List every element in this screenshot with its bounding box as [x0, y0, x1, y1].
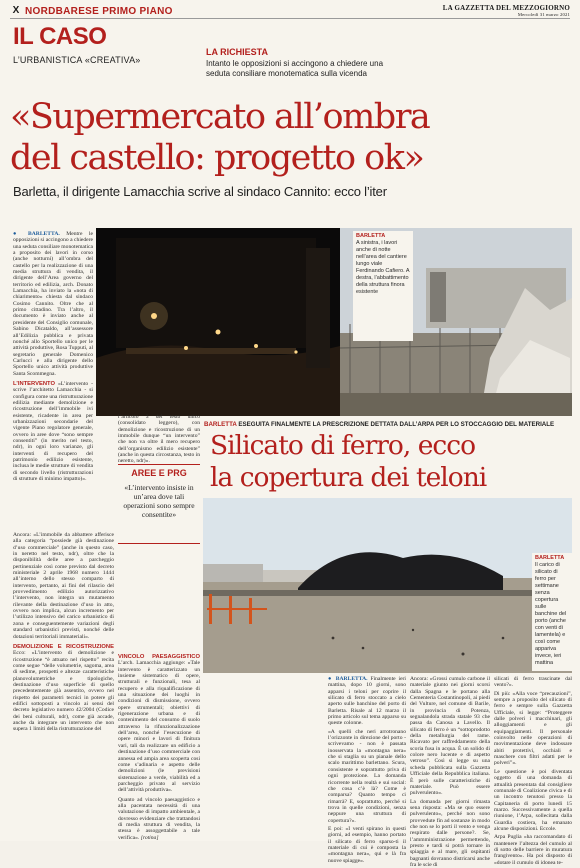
article2-p2: «A quelli che neri arrotronano l’orizzonte in direzione del porto - scrivevamo - non è passata inosservata la «montagna nera» che si staglia su un pianale dello scalo marittimo barlettano. Scura, consistente e soprattutto priva di ogni protezione. La domanda ricorrente nella realtà e sui social: che cosa c’è là? Come è comparsa? Quanto tempo ci rimarrà? E, soprattutto, perché si trova in quelle condizioni, senza neppure una struttura di copertura?».: [328, 728, 406, 824]
article1-p4: Ecco: «L’intervento di demolizione e ricostruzione “è attuato nel rispetto” recita come segue “delle volumetrie, sagoma, area di sedime, prospetti e altezze caratteristiche planovolumetriche e tipologiche, destinazione d’uso superficie di quello precedentemente già assentito, ovvero nel rispetto dei parametri tecnici in potere gli edifici sottoposti a vincolo ai sensi del decreto legislativo numero 42/2004 (Codice dei beni culturali, ndr), come già accade, anche da integrare un intervento che non supera 1 limiti della ristrutturazione del: [13, 650, 114, 733]
article2-strap: [204, 421, 572, 428]
richiesta-text: Intanto le opposizioni si accingono a chiedere una seduta consiliare monotematica sulla vicenda: [206, 59, 384, 78]
main-headline-line2: del castello: progetto ok»: [10, 138, 424, 178]
article2-p7: Di più: «Alla voce “precauzioni”, sempre a proposito del silicato di ferro e sempre sulla Gazzetta Ufficiale, si legge: “Proteggere dalle polveri i macchinari, gli alloggiamenti e gli equipaggiamenti. Il personale coinvolto nelle operazioni di movimentazione deve indossare abiti protettivi, occhiali e maschere con filtri adatti per le polveri”».: [494, 690, 572, 767]
article2-p3: E poi: «I venti spirano in questi giorni, ad esempio, hanno portato il silicato di ferro sparso-ti il materiale di cui è composta la «montagna nera», qui e là fra nuove spiagge».: [328, 825, 406, 864]
caption2-label: BARLETTA: [535, 555, 565, 561]
main-headline: [10, 97, 570, 179]
article2-col3: [494, 676, 572, 866]
article1-h-intervento: L’INTERVENTO: [13, 380, 55, 387]
article2-strap-label: BARLETTA: [204, 421, 237, 428]
article1-col1: [13, 231, 93, 531]
article1-signature: [rotina]: [140, 834, 159, 841]
masthead-date: Mercoledì 31 marzo 2021: [517, 12, 570, 17]
article1-p6: L’arch. Lamacchia aggiunge: «Tale intervento è caratterizzato un insieme sistematico di opere, strutturali e funzionali, tesa al recupero e alla riqualificazione di una situazione dei luoghi in condizioni di dismissione, ovvero opere strumentali; obiettivi di rigenerazione urbana e di contenimento del consumo di suolo attraverso la rifunzionalizzazione dell’area, nonché l’esecuzione di opere minori e lavori di finitura vari, tali da realizzare un edificio a destinazione d’uso commerciale con annessa ed ampia area scoperta cosi come s’adinaria e aspetto delle demolizioni (le previsioni sistemazione a verde, viabilità ed a parcheggio privato al servizio dell’attività produttiva».: [118, 660, 200, 794]
article2-p8: Le questione è poi diventata oggetto di una domanda di attualità presentata dal consigliere comunale di Coalizione civica e di un incontro tenutosi presso la Capitaneria di porto lunedì 15 marzo. Successivamente a quella riunione, l’Arpa, sollecitata dalla Guardia costiera, ha emanato alcune disposizioni. Eccole.: [494, 768, 572, 832]
top-bar: [10, 5, 570, 19]
article2-p4: Ancora: «Grossi cumulo carbone il materiale giunto nei giorni scorsi dalla Spagna e le portano alla Cementeria Costantinopoli, ai piedi del Vulture, nel comune di Barile, in provincia di Potenza, segnalandola strada statale 93 che passa da Canosa a Lavello. Il silicato di ferro è un “sottoprodotto della metallurgia del rame. Ricavato per raffreddamento della scoria fusa in acqua. È un solido di colore nero lucente e di aspetto vetroso”. Così si legge su una scheda pubblicata sulla Gazzetta Ufficiale della Repubblica italiana. È però sulle caratteristiche di materiale. Può essere pulverulento».: [410, 676, 490, 797]
masthead: [443, 5, 570, 17]
section-mark: X: [12, 5, 20, 16]
article1-p5: l’articolo 3 del testo unico (consolidato leggero), con demolizione e ricostruzione di un immobile dunque “un intervento” che non va oltre il mero recupero dell’organismo edilizio esistente” (anche in questa circostanza, testo in neretto, ndr)».: [118, 414, 201, 465]
section-title: NORDBARESE PRIMO PIANO: [25, 5, 173, 17]
article1-p7: Quanto ad vincolo paesaggistico e alla pacentata necessità di una valutazione di impatto ambientale, a dovresso evidenziare che trattandosi di media struttura di vendita, la stessa è assoggettabile a tale verifica».: [118, 796, 200, 841]
night-construction-photo: [96, 228, 340, 416]
caption1-text: A sinistra, i lavori anche di notte nell’area del cantiere lungo viale Ferdinando Cafiero. A destra, l’abbattimento della struttura finora esistente: [356, 240, 410, 295]
kicker-sub: L’URBANISTICA «CREATIVA»: [13, 55, 141, 65]
night-photo-art: [96, 228, 340, 416]
article2-p5: La domanda per giorni rimasta sena risposta: «Ma se quo essere pulverulento», perché non sono provvedute fin ad sostanze in modo che non se lo porti il vento e venga respirato dalle persone?. Se, l’ammministrazione permettendo, presto e tardi si potrà tornare in spiaggia e al mare, gli ospitanti bagnanti dovranno districarsi anche fra le scie di: [410, 798, 490, 868]
photo-caption-2: [532, 553, 572, 671]
port-photo-art: [203, 498, 572, 673]
prg-box-quote: «L’intervento insiste in un’area dove tali operazioni sono sempre consentite»: [123, 483, 195, 519]
caption2-text: Il carico di silicato di ferro per settimane senza copertura sulle banchine del porto (anche con venti di lamentela) e così come appariva invece, ieri mattina: [535, 562, 567, 666]
article1-col2: [13, 532, 114, 832]
photo-caption-1: [353, 231, 413, 341]
prg-box: [118, 464, 200, 544]
port-silicato-photo: [203, 498, 572, 673]
article2-p9: Arpa Puglia «ha raccomandato di mantenere l’altezza del cumulo al di sotto delle barriere in muratura frangivento». Ha poi disposto di «dotare il cumulo di idonea te-: [494, 834, 572, 866]
article1-h-demol: DEMOLIZIONE E RICOSTRUZIONE: [13, 643, 114, 650]
article2-p6: silicati di ferro trascinate dal vento?».: [494, 676, 572, 689]
article2-headline-line1: Silicato di ferro, ecco: [210, 430, 476, 461]
main-headline-line1: «Supermercato all’ombra: [10, 97, 430, 137]
article1-p1: Mentre le opposizioni si accingono a chiedere una seduta consiliare monotematica a proposito dei lavori in corso (anche notturni) all’ombra del castello per la realizzazione di una media struttura di vendita, il dirigente dell’Area governo del territorio ed edilizia, arch. Donato Lamacchia, ha inviato la «nota di chiarimento» chiesta dal sindaco Cosimo Cannito. Oltre che al primo cittadino. Tra l’altro, il documento è inviato anche al presidente del Consiglio comunale, Sabino Dicataldo, all’assessore all’Edilizia pubblica e privata nonché allo Sportello unico per le attività produttive, Rosa Tupputi, al segretario generale Domenico Carlucci e alla dirigente dello Sportello unico attività produttive Santa Scommegna.: [13, 231, 93, 377]
masthead-title: LA GAZZETTA DEL MEZZOGIORNO: [442, 4, 570, 12]
article1-lead: ● BARLETTA.: [13, 231, 60, 237]
article2-col2: [410, 676, 490, 868]
article2-p1: Finalmente ieri mattina, dopo 10 giorni, sono apparsi i teloni per coprire il silicato di ferro stoccato a cielo aperto sulle banchine del porto di Barletta. Risale al 12 marzo il primo articolo sul tema apparso su queste colonne.: [328, 676, 406, 727]
article2-col1: [328, 676, 406, 864]
main-subhead: Barletta, il dirigente Lamacchia scrive al sindaco Cannito: ecco l’iter: [13, 184, 387, 199]
article2-lead: ● BARLETTA.: [328, 676, 368, 682]
article2-strap-text: ESEGUITA FINALMENTE LA PRESCRIZIONE DETTATA DALL’ARPA PER LO STOCCAGGIO DEL MATERIALE: [238, 421, 555, 428]
article1-p2: «L’intervento - scrive l’architetto Lamacchia - si configura come una ristrutturazione edilizia mediante demolizione e ricostruzione dell’immobile ivi esistente, ricadente in area per urbanizzazioni secondarie del vigente Piano regolatore generale, ovvero in aree dove “sono sempre consentiti” (in merito nel testo, ndr), in ogni loro varianze, gli interventi di recupero del patrimonio edilizio esistente, inclusa le medie strutture di vendita di secondo livello (ristrutturazioni di strutture di minimo impatto)».: [13, 380, 93, 483]
article1-p3: Ancora: «L’immobile da abbattere afferisce alla categoria “possiede già destinazione d’uso commerciale” (anche in questo caso, in neretto nel testo, ndr), oltre che la disponibilità delle aree a parcheggio pertinenziale così come previsto dal decreto ministeriale 2 aprile 1968 numero 1444 all’interno dello stesso comparto di intervento, pertanto, ai fini del rilascio del provvedimento edilizio autorizzativo l’intervento, non integra un mutamento rilevante della destinazione d’uso in atto, ovvero non implica, alcun incremento per l’utilizzo intensivo del carico urbanistico di zona e conseguentemente variazioni degli standard urbanistici previsti, nonché delle dotazioni territoriali immateriali».: [13, 532, 114, 640]
prg-box-title: AREE E PRG: [131, 468, 187, 478]
kicker-tag: IL CASO: [13, 23, 107, 50]
article2-headline: [210, 430, 570, 494]
caption1-label: BARLETTA: [356, 233, 386, 239]
richiesta-label: LA RICHIESTA: [206, 47, 268, 57]
article2-headline-line2: la copertura dei teloni: [210, 462, 487, 493]
article1-col4: [118, 654, 200, 841]
article1-h-vincolo: VINCOLO PAESAGGISTICO: [118, 654, 200, 660]
